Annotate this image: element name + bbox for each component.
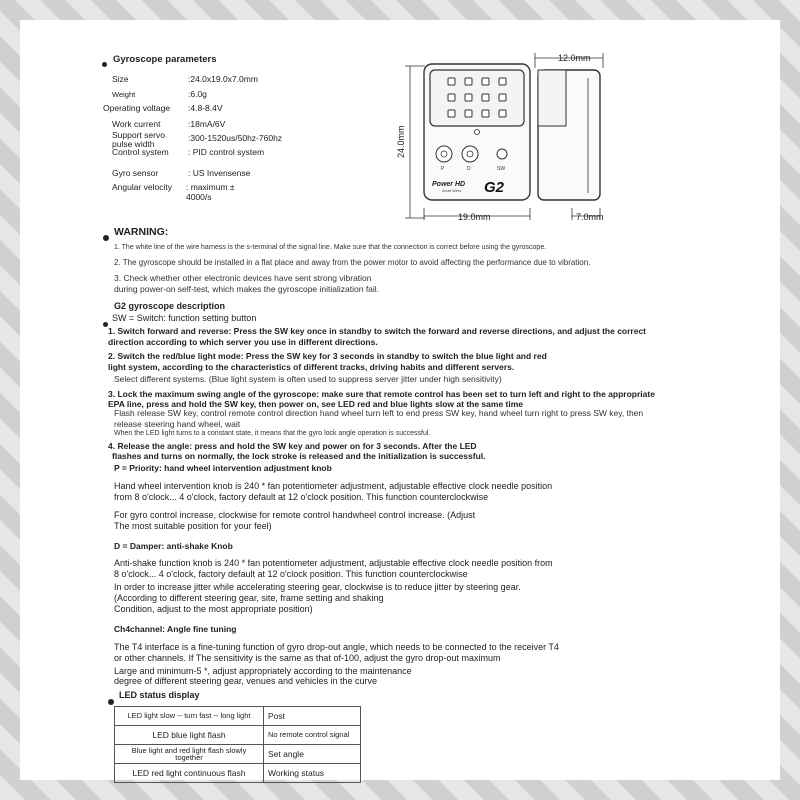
step-3-line-4: release steering hand wheel, wait	[114, 419, 241, 429]
dim-label-left: 24.0mm	[396, 125, 406, 158]
param-label: Gyro sensor	[112, 168, 159, 178]
warning-item-3b: during power-on self-test, which makes the gyroscope initialization fail.	[114, 284, 380, 294]
warning-item-3: 3. Check whether other electronic devices have sent strong vibration	[114, 273, 372, 283]
d-heading: D = Damper: anti-shake Knob	[114, 541, 233, 551]
dim-label-bottom2: 7.0mm	[576, 212, 604, 222]
d-line-5: Condition, adjust to the most appropriate position)	[114, 604, 313, 614]
param-value: :24.0x19.0x7.0mm	[188, 74, 258, 84]
led-state: LED light slow -- turn fast -- long light	[115, 707, 264, 726]
p-line-3: For gyro control increase, clockwise for remote control handwheel control increase. (Adjust	[114, 510, 476, 520]
step-3-line-2: EPA line, press and hold the SW key, then power on, see LED red and blue lights slow at the same time	[108, 399, 524, 409]
table-row	[115, 745, 361, 764]
ch-line-1: The T4 interface is a fine-tuning function of gyro drop-out angle, which needs to be connected to the receiver T4	[114, 642, 559, 652]
params-bullet	[102, 56, 107, 74]
param-label: Support servo pulse width	[112, 130, 165, 149]
description-heading: G2 gyroscope description	[114, 301, 226, 311]
step-1-line-1: 1. Switch forward and reverse: Press the SW key once in standby to switch the forward and reverse directions, and adjust the correct	[108, 326, 647, 336]
param-value: :18mA/6V	[188, 119, 226, 129]
led-state: LED blue light flash	[115, 726, 264, 745]
table-row	[115, 707, 361, 726]
led-state: LED red light continuous flash	[115, 764, 264, 783]
param-value: : maximum ± 4000/s	[186, 182, 235, 202]
param-label: Control system	[112, 147, 169, 157]
table-row	[115, 726, 361, 745]
brand-logo: Power HD	[432, 181, 466, 188]
dim-label-bottom1: 19.0mm	[458, 212, 491, 222]
warning-bullet	[103, 229, 109, 247]
param-value: :4.8-8.4V	[188, 103, 223, 113]
led-heading: LED status display	[119, 690, 200, 700]
led-meaning: No remote control signal	[264, 726, 361, 745]
ch-line-4: degree of different steering gear, venues and vehicles in the curve	[114, 676, 378, 686]
led-meaning: Set angle	[264, 745, 361, 764]
step-3-line-5: When the LED light turns to a constant state, it means that the gyro lock angle operation is successful.	[114, 430, 431, 437]
d-line-4: (According to different steering gear, site, frame setting and shaking	[114, 593, 384, 603]
p-line-1: Hand wheel intervention knob is 240 * fan potentiometer adjustment, adjustable effective clock needle position	[114, 481, 553, 491]
ch-line-2: or other channels. If The sensitivity is the same as that of-100, adjust the gyro drop-out maximum	[114, 653, 501, 663]
ch-line-3: Large and minimum-5 *, adjust appropriately according to the maintenance	[114, 666, 412, 676]
param-label: Work current	[112, 119, 161, 129]
step-2-line-2: light system, according to the characteristics of different tracks, driving habits and different servers.	[108, 362, 515, 372]
param-value: : PID control system	[188, 147, 265, 157]
sw-label: SW	[497, 166, 506, 172]
p-line-4: The most suitable position for your feel)	[114, 521, 272, 531]
brand-sub: Smart Wires	[442, 189, 462, 193]
sw-button-icon	[497, 149, 507, 159]
step-4-line-2: flashes and turns on normally, the lock stroke is released and the initialization is successful.	[112, 451, 486, 461]
knob-d-label: D	[467, 166, 471, 172]
dimension-diagram	[380, 48, 660, 228]
param-label: Operating voltage	[103, 103, 171, 113]
d-line-3: In order to increase jitter while accelerating steering gear, clockwise is to reduce jitter by steering gear.	[114, 582, 521, 592]
model-logo: G2	[484, 179, 505, 196]
dim-label-top: 12.0mm	[558, 53, 591, 63]
connector-block	[430, 70, 524, 126]
p-line-2: from 8 o'clock... 4 o'clock, factory default at 12 o'clock position. This function counterclockwise	[114, 492, 489, 502]
d-line-1: Anti-shake function knob is 240 * fan potentiometer adjustment, adjustable effective clock needle position from	[114, 558, 553, 568]
step-4-line-1: 4. Release the angle: press and hold the SW key and power on for 3 seconds. After the LED	[108, 441, 477, 451]
param-label: Size	[112, 74, 129, 84]
step-1-line-2: direction according to which server you use in different directions.	[108, 337, 378, 347]
param-value: : US Invensense	[188, 168, 251, 178]
p-heading: P = Priority: hand wheel intervention adjustment knob	[114, 463, 332, 473]
warning-item-2: 2. The gyroscope should be installed in a flat place and away from the power motor to avoid affecting the performance due to vibration.	[114, 258, 591, 267]
ch-heading: Ch4channel: Angle fine tuning	[114, 624, 237, 634]
led-meaning: Post	[264, 707, 361, 726]
sw-definition: SW = Switch: function setting button	[112, 313, 257, 323]
led-status-table	[114, 706, 361, 783]
param-label: Angular velocity	[112, 182, 173, 192]
table-row	[115, 764, 361, 783]
step-2-line-1: 2. Switch the red/blue light mode: Press the SW key for 3 seconds in standby to switch the blue light and red	[108, 351, 547, 361]
step-3-line-3: Flash release SW key, control remote control direction hand wheel turn left to end press SW key, hand wheel turn right to press SW key, then	[114, 408, 644, 418]
warning-heading: WARNING:	[114, 226, 169, 238]
step-2-line-3: Select different systems. (Blue light system is often used to suppress server jitter under high sensitivity)	[114, 374, 502, 384]
step-3-line-1: 3. Lock the maximum swing angle of the gyroscope: make sure that remote control has been set to turn left and right to the appropriate	[108, 389, 655, 399]
param-label: Weight	[112, 90, 136, 99]
led-meaning: Working status	[264, 764, 361, 783]
knob-p-label: P	[441, 166, 445, 172]
led-state: Blue light and red light flash slowly together	[115, 745, 264, 764]
params-heading: Gyroscope parameters	[113, 54, 217, 65]
param-value: :300-1520us/50hz-760hz	[188, 133, 283, 143]
d-line-2: 8 o'clock... 4 o'clock, factory default at 12 o'clock position. This function counterclockwise	[114, 569, 468, 579]
warning-item-1: 1. The white line of the wire harness is the s-terminal of the signal line. Make sure that the connection is correct before using the gyroscope.	[114, 244, 547, 251]
param-value: :6.0g	[188, 89, 207, 99]
